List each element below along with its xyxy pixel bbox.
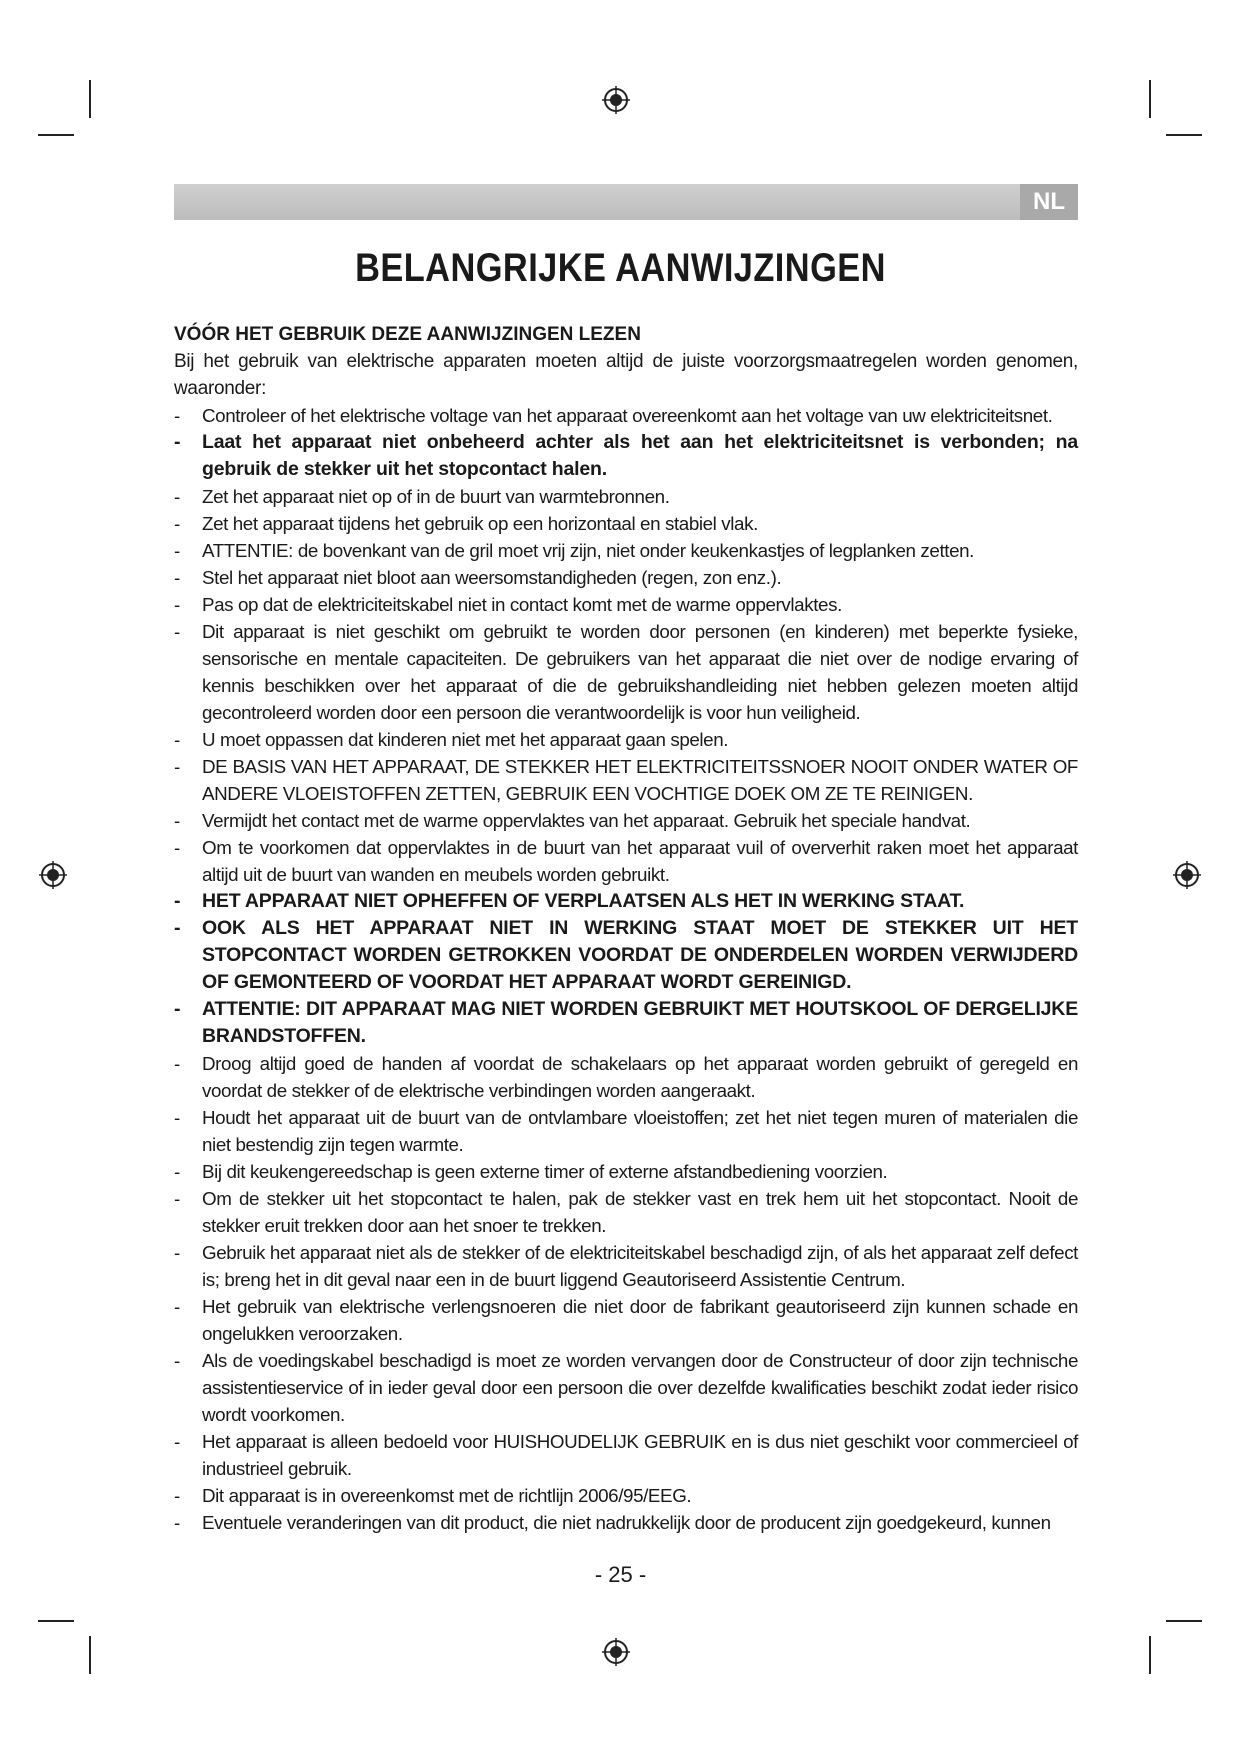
intro-paragraph: Bij het gebruik van elektrische apparaten moeten altijd de juiste voorzorgsmaatregelen worden genomen, waaronder: [174,351,1078,399]
list-item: - Eventuele veranderingen van dit product, die niet nadrukkelijk door de producent zijn goedgekeurd, kunnen [174,1509,1078,1536]
page-title: BELANGRIJKE AANWIJZINGEN [355,246,886,290]
language-tag: NL [1020,184,1078,220]
list-item: - Zet het apparaat niet op of in de buurt van warmtebronnen. [174,483,1078,510]
list-item: - Laat het apparaat niet onbeheerd achter als het aan het elektriciteitsnet is verbonden; na gebruik de stekker uit het stopcontact halen. [174,429,1078,483]
list-item: - HET APPARAAT NIET OPHEFFEN OF VERPLAATSEN ALS HET IN WERKING STAAT. [174,888,1078,915]
registration-mark-icon [38,860,68,890]
header-bar [174,184,1078,220]
list-item: - ATTENTIE: de bovenkant van de gril moet vrij zijn, niet onder keukenkastjes of legplanken zetten. [174,537,1078,564]
list-item: - OOK ALS HET APPARAAT NIET IN WERKING STAAT MOET DE STEKKER UIT HET STOPCONTACT WORDEN GETROKKEN VOORDAT DE ONDERDELEN WORDEN VERWIJDERD OF GEMONTEERD OF VOORDAT HET APPARAAT WORDT GEREINIGD. [174,915,1078,996]
registration-mark-icon [1172,860,1202,890]
list-item: - Het apparaat is alleen bedoeld voor HUISHOUDELIJK GEBRUIK en is dus niet geschikt voor commercieel of industrieel gebruik. [174,1428,1078,1482]
section-heading: VÓÓR HET GEBRUIK DEZE AANWIJZINGEN LEZEN [174,324,641,345]
crop-mark-bottom-left-horizontal [38,1620,74,1622]
list-item: - Het gebruik van elektrische verlengsnoeren die niet door de fabrikant geautoriseerd zijn kunnen schade en ongelukken veroorzaken. [174,1293,1078,1347]
list-item: - Bij dit keukengereedschap is geen externe timer of externe afstandbediening voorzien. [174,1158,1078,1185]
list-item: - DE BASIS VAN HET APPARAAT, DE STEKKER HET ELEKTRICITEITSSNOER NOOIT ONDER WATER OF ANDERE VLOEISTOFFEN ZETTEN, GEBRUIK EEN VOCHTIGE DOEK OM ZE TE REINIGEN. [174,753,1078,807]
crop-mark-bottom-right-vertical [1149,1636,1151,1674]
registration-mark-icon [601,1637,631,1667]
crop-mark-top-left-horizontal [38,134,74,136]
content [174,322,1078,1536]
crop-mark-bottom-left-vertical [89,1636,91,1674]
list-item: - Vermijdt het contact met de warme oppervlaktes van het apparaat. Gebruik het speciale handvat. [174,807,1078,834]
list-item: - Als de voedingskabel beschadigd is moet ze worden vervangen door de Constructeur of door zijn technische assistentieservice of in ieder geval door een persoon die over dezelfde kwalificaties beschikt zodat ieder risico wordt voorkomen. [174,1347,1078,1428]
instructions-list [174,402,1078,1536]
list-item: - Houdt het apparaat uit de buurt van de ontvlambare vloeistoffen; zet het niet tegen muren of materialen die niet bestendig zijn tegen warmte. [174,1104,1078,1158]
list-item: - Controleer of het elektrische voltage van het apparaat overeenkomt aan het voltage van uw elektriciteitsnet. [174,402,1078,429]
registration-mark-icon [601,85,631,115]
list-item: - ATTENTIE: DIT APPARAAT MAG NIET WORDEN GEBRUIKT MET HOUTSKOOL OF DERGELIJKE BRANDSTOFFEN. [174,996,1078,1050]
crop-mark-top-right-vertical [1149,80,1151,118]
list-item: - Dit apparaat is niet geschikt om gebruikt te worden door personen (en kinderen) met beperkte fysieke, sensorische en mentale capaciteiten. De gebruikers van het apparaat die niet over de nodige ervaring of kennis beschikken over het apparaat of die de gebruikshandleiding niet hebben gelezen moeten altijd gecontroleerd worden door een persoon die verantwoordelijk is voor hun veiligheid. [174,618,1078,726]
list-item: - U moet oppassen dat kinderen niet met het apparaat gaan spelen. [174,726,1078,753]
crop-mark-top-right-horizontal [1166,134,1202,136]
list-item: - Dit apparaat is in overeenkomst met de richtlijn 2006/95/EEG. [174,1482,1078,1509]
list-item: - Om te voorkomen dat oppervlaktes in de buurt van het apparaat vuil of oververhit raken moet het apparaat altijd uit de buurt van wanden en meubels worden gebruikt. [174,834,1078,888]
page-number: - 25 - [594,1562,647,1587]
list-item: - Om de stekker uit het stopcontact te halen, pak de stekker vast en trek hem uit het stopcontact. Nooit de stekker eruit trekken door aan het snoer te trekken. [174,1185,1078,1239]
list-item: - Gebruik het apparaat niet als de stekker of de elektriciteitskabel beschadigd zijn, of als het apparaat zelf defect is; breng het in dit geval naar een in de buurt liggend Geautoriseerd Assistentie Centrum. [174,1239,1078,1293]
list-item: - Pas op dat de elektriciteitskabel niet in contact komt met de warme oppervlaktes. [174,591,1078,618]
list-item: - Droog altijd goed de handen af voordat de schakelaars op het apparaat worden gebruikt of geregeld en voordat de stekker of de elektrische verbindingen worden aangeraakt. [174,1050,1078,1104]
list-item: - Zet het apparaat tijdens het gebruik op een horizontaal en stabiel vlak. [174,510,1078,537]
crop-mark-top-left-vertical [89,80,91,118]
crop-mark-bottom-right-horizontal [1166,1620,1202,1622]
list-item: - Stel het apparaat niet bloot aan weersomstandigheden (regen, zon enz.). [174,564,1078,591]
